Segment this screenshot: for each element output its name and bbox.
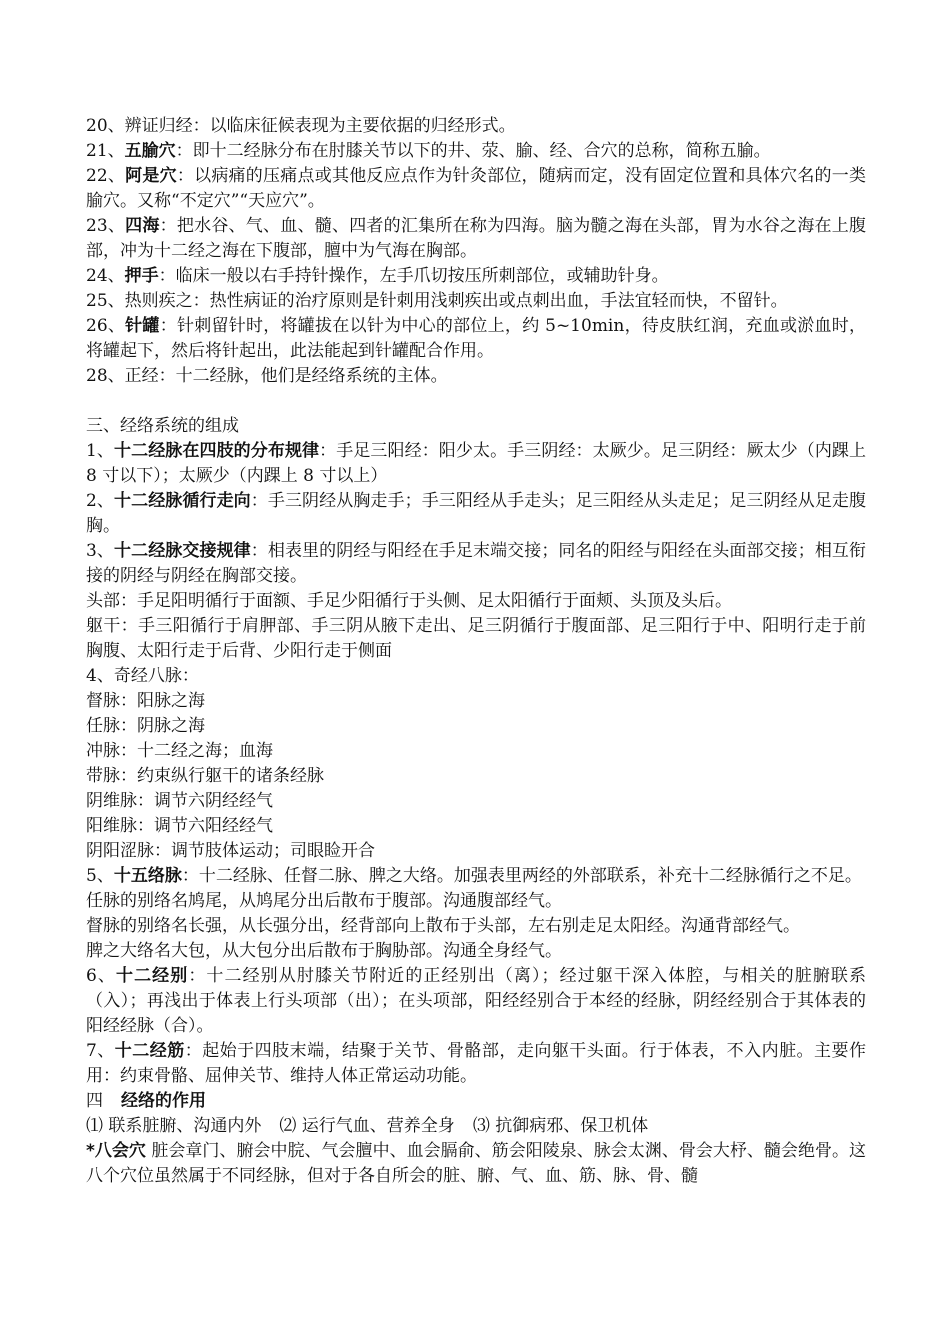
definition-20 [86,114,866,139]
def-body: 即十二经脉分布在肘膝关节以下的井、荥、腧、经、合穴的总称，简称五腧。 [192,141,771,161]
item-term: 十二经别 [116,966,189,986]
def-number: 25、 [86,291,125,311]
item-number: 3、 [86,541,115,561]
def-body: 把水谷、气、血、髓、四者的汇集所在称为四海。脑为髓之海在头部，胃为水谷之海在上腹部，冲为十二经之海在下腹部，膻中为气海在胸部。 [86,216,867,261]
def-term: 四海 [125,216,160,236]
vessel-line: 冲脉：十二经之海；血海 [86,741,273,761]
section-3-title: 三、经络系统的组成 [86,416,239,436]
item-body: ：十二经脉、任督二脉、脾之大络。加强表里两经的外部联系，补充十二经脉循行之不足。 [181,866,862,886]
item-number: 7、 [86,1041,115,1061]
def-separator: ： [192,291,210,311]
def-number: 20、 [86,116,125,136]
def-number: 24、 [86,266,125,286]
section-number: 四 [86,1091,103,1111]
vessel-line: 督脉：阳脉之海 [86,691,205,711]
item-6 [86,964,866,1039]
function-item: ⑵ 运行气血、营养全身 [279,1116,455,1136]
def-body: 以病痛的压痛点或其他反应点作为针灸部位，随病而定，没有固定位置和具体穴名的一类腧穴。又称“不定穴”“天应穴”。 [86,166,867,211]
def-separator: ： [175,141,193,161]
def-term: 针罐 [125,316,160,336]
def-number: 28、 [86,366,125,386]
function-item: ⑴ 联系脏腑、沟通内外 [86,1116,262,1136]
definition-21 [86,139,866,164]
def-number: 22、 [86,166,126,186]
item-term: 十二经脉在四肢的分布规律 [114,441,320,461]
vessel-line: 阴阳涩脉：调节肢体运动；司眼睑开合 [86,841,375,861]
def-separator: ： [159,316,177,336]
bahui-body: 脏会章门、腑会中脘、气会膻中、血会膈俞、筋会阳陵泉、脉会太渊、骨会大杼、髓会绝骨。这八个穴位虽然属于不同经脉，但对于各自所会的脏、腑、气、血、筋、脉、骨、髓 [86,1141,866,1186]
bahui-paragraph [86,1139,866,1189]
def-body: 热性病证的治疗原则是针刺用浅刺疾出或点刺出血，手法宜轻而快，不留针。 [209,291,788,311]
def-separator: ： [192,116,210,136]
item-term: 十二经筋 [114,1041,185,1061]
functions-line [86,1114,866,1139]
def-term: 阿是穴 [125,166,177,186]
definition-26 [86,314,866,364]
trunk-route: 躯干：手三阳循行于肩胛部、手三阴从腋下走出、足三阴循行于腹面部、足三阳行于中、阳明行走于前胸腹、太阳行走于后背、少阳行走于侧面 [86,616,866,661]
item-number: 2、 [86,491,115,511]
item-body: ：手三阴经从胸走手；手三阳经从手走头；足三阳经从头走足；足三阴经从足走腹胸。 [86,491,867,536]
vessel-line: 阳维脉：调节六阳经经气 [86,816,273,836]
definition-22 [86,164,866,214]
item-7 [86,1039,866,1089]
bahui-term: *八会穴 [86,1141,146,1161]
definition-24 [86,264,866,289]
collateral-line: 任脉的别络名鸠尾，从鸠尾分出后散布于腹部。沟通腹部经气。 [86,891,562,911]
def-term: 五腧穴 [124,141,176,161]
item-body: ：手足三阳经：阳少太。手三阴经：太厥少。足三阴经：厥太少（内踝上 8 寸以下）；太厥少（内踝上 8 寸以上） [86,441,867,486]
def-number: 26、 [86,316,126,336]
definition-23 [86,214,866,264]
def-separator: ： [158,266,176,286]
item-body: ：十二经别从肘膝关节附近的正经别出（离）；经过躯干深入体腔，与相关的脏腑联系（入）；再浅出于体表上行头项部（出）；在头项部，阳经经别合于本经的经脉，阴经经别合于其体表的阳经经脉（合）。 [86,966,867,1036]
def-term: 正经 [124,366,159,386]
item-number: 1、 [86,441,115,461]
def-body: 以临床征候表现为主要依据的归经形式。 [209,116,516,136]
item-1 [86,439,866,489]
definition-28 [86,364,866,389]
def-term: 辨证归经 [124,116,193,136]
def-separator: ： [176,166,195,186]
item-body: ：起始于四肢末端，结聚于关节、骨骼部，走向躯干头面。行于体表，不入内脏。主要作用：约束骨骼、屈伸关节、维持人体正常运动功能。 [86,1041,867,1086]
def-body: 针刺留针时，将罐拔在以针为中心的部位上，约 5~10min，待皮肤红润，充血或淤血时，将罐起下，然后将针起出，此法能起到针罐配合作用。 [86,316,866,361]
item-term: 十二经脉循行走向 [114,491,251,511]
def-number: 21、 [86,141,125,161]
item-5 [86,864,866,889]
item-2 [86,489,866,539]
item-3 [86,539,866,589]
blank-line [86,389,866,414]
collateral-line: 督脉的别络名长强，从长强分出，经背部向上散布于头部，左右别走足太阳经。沟通背部经气。 [86,916,800,936]
def-body: 临床一般以右手持针操作，左手爪切按压所刺部位，或辅助针身。 [175,266,669,286]
item-number: 5、 [86,866,114,886]
def-separator: ： [158,366,176,386]
def-term: 热则疾之 [124,291,193,311]
head-route: 头部：手足阳明循行于面额、手足少阳循行于头侧、足太阳循行于面颊、头顶及头后。 [86,591,732,611]
def-number: 23、 [86,216,126,236]
section-heading: 经络的作用 [121,1091,206,1111]
section-4-title [86,1089,866,1114]
function-item: ⑶ 抗御病邪、保卫机体 [472,1116,649,1136]
item-term: 十二经脉交接规律 [114,541,251,561]
item-4-title: 4、奇经八脉： [86,666,199,686]
vessel-line: 任脉：阴脉之海 [86,716,205,736]
def-separator: ： [159,216,177,236]
item-body: ：相表里的阴经与阳经在手足末端交接；同名的阳经与阳经在头面部交接；相互衔接的阴经与阴经在胸部交接。 [86,541,867,586]
definition-25 [86,289,866,314]
def-body: 十二经脉，他们是经络系统的主体。 [175,366,448,386]
def-term: 押手 [124,266,159,286]
vessel-line: 阴维脉：调节六阴经经气 [86,791,273,811]
item-term: 十五络脉 [113,866,182,886]
collateral-line: 脾之大络名大包，从大包分出后散布于胸胁部。沟通全身经气。 [86,941,562,961]
item-number: 6、 [86,966,116,986]
vessel-line: 带脉：约束纵行躯干的诸条经脉 [86,766,324,786]
document-page [86,114,866,1189]
